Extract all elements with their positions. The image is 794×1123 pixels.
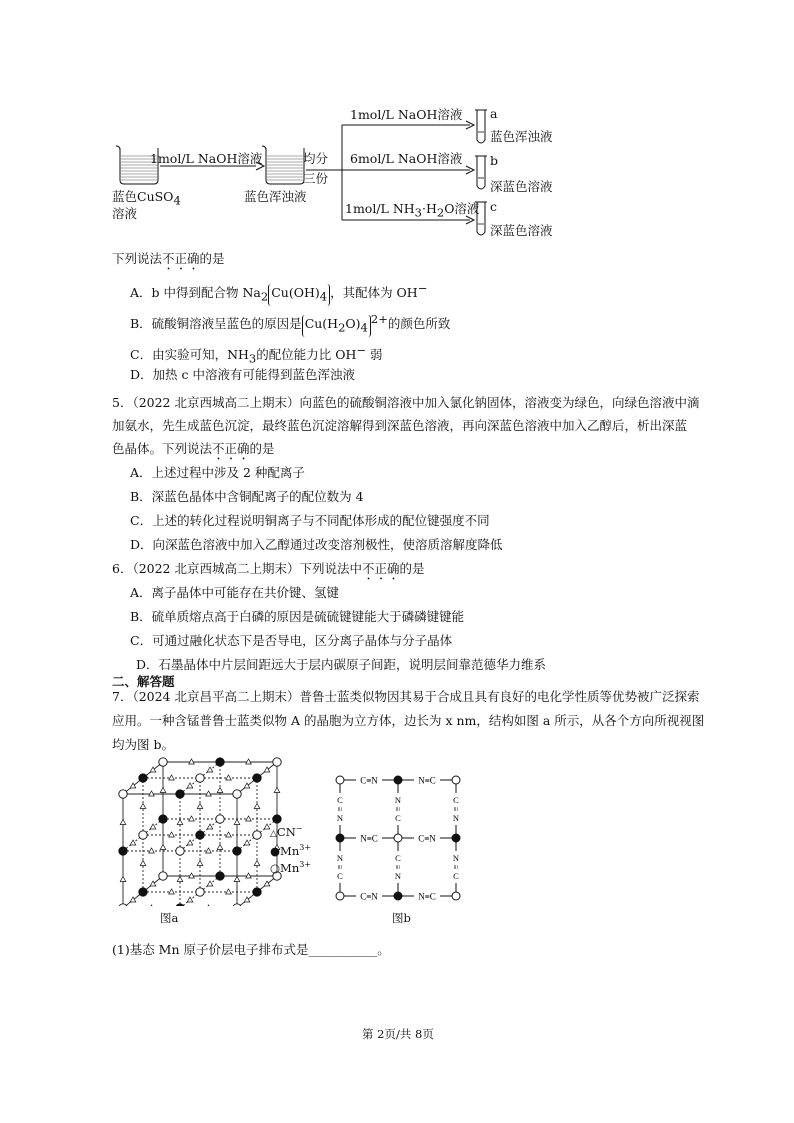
q4-stem: 下列说法不正确的是 <box>112 251 225 266</box>
cyanide-bond-label: N≡C <box>418 891 436 902</box>
cn-triangle <box>197 804 203 809</box>
mn-filled-atom <box>253 774 261 782</box>
cn-triangle <box>130 840 136 845</box>
tube-c-letter: c <box>490 199 498 214</box>
cn-triangle <box>149 791 155 796</box>
q5-option-a: A．上述过程中涉及 2 种配离子 <box>130 465 305 480</box>
cyanide-bond-label: C <box>453 795 459 805</box>
q5-option-b: B．深蓝色晶体中含铜配离子的配位数为 4 <box>130 489 364 504</box>
cn-triangle <box>264 767 270 772</box>
tube-a-letter: a <box>490 106 498 121</box>
mid-label: 蓝色浑浊液 <box>244 189 307 204</box>
cn-triangle <box>160 788 166 793</box>
tube-a-result: 蓝色浑浊液 <box>490 129 553 144</box>
cyanide-bond-label: C <box>395 813 401 823</box>
mn-filled-atom <box>452 834 460 842</box>
cyanide-bond-label: ≡ <box>393 806 403 812</box>
mn-open-atom <box>176 847 184 855</box>
cn-triangle <box>160 845 166 850</box>
split-label: 均分 <box>303 151 329 166</box>
cyanide-bond-label: ≡ <box>393 864 403 870</box>
cyanide-bond-label: C <box>337 795 343 805</box>
cn-triangle <box>254 804 260 809</box>
cn-triangle <box>120 877 126 882</box>
mn-open-atom <box>159 758 167 766</box>
beaker-icon <box>262 146 304 184</box>
cn-triangle <box>149 905 155 906</box>
q4-option-b: B．硫酸铜溶液呈蓝色的原因是 $Cu(H_2O)_4^{2+}$的颜色所致 <box>130 312 451 335</box>
cn-triangle <box>207 824 213 829</box>
cyanide-bond-label: C <box>337 871 343 881</box>
cn-triangle <box>217 788 223 793</box>
mn-filled-atom <box>216 872 224 880</box>
cn-triangle <box>226 889 232 894</box>
q5-option-c: C．上述的转化过程说明铜离子与不同配体形成的配位键强度不同 <box>130 513 490 528</box>
cn-triangle <box>246 873 252 878</box>
cn-triangle <box>234 877 240 882</box>
q5-line1: 5．（2022 北京西城高二上期末）向蓝色的硫酸铜溶液中加入氯化钠固体，溶液变为绿色，向绿色溶液中滴 <box>112 395 700 410</box>
cn-triangle <box>206 905 212 906</box>
mn-open-atom <box>394 834 402 842</box>
cyanide-bond-label: ≡ <box>335 864 345 870</box>
mn-filled-atom <box>233 847 241 855</box>
cyanide-bond-label: N≡C <box>360 833 378 844</box>
q7-sub1: (1)基态 Mn 原子价层电子排布式是___________。 <box>112 942 390 957</box>
section-title: 二、解答题 <box>112 674 175 689</box>
cyanide-bond-label: C≡N <box>418 833 436 844</box>
figure-a-caption: 图a <box>160 911 179 925</box>
mn-open-atom <box>452 892 460 900</box>
cn-triangle <box>169 889 175 894</box>
cyanide-bond-label: C≡N <box>360 775 378 786</box>
cn-triangle <box>206 848 212 853</box>
legend-mn-open: $○Mn^{3+}$ <box>270 859 312 875</box>
mn-filled-atom <box>139 888 147 896</box>
triangle-icon: △ <box>270 828 277 839</box>
mn-open-atom <box>119 904 127 906</box>
cn-triangle <box>189 759 195 764</box>
mn-open-atom <box>233 904 241 906</box>
q6-stem: 6．（2022 北京西城高二上期末）下列说法中不正确的是 <box>112 561 425 576</box>
cn-triangle <box>244 840 250 845</box>
cn-triangle <box>130 897 136 902</box>
tube-b-letter: b <box>490 153 499 168</box>
cn-triangle <box>206 791 212 796</box>
mn-filled-atom <box>176 904 184 906</box>
mn-open-atom <box>452 776 460 784</box>
legend-cn: △CN− <box>270 824 303 839</box>
cyanide-bond-label: C≡N <box>360 891 378 902</box>
cn-triangle <box>246 759 252 764</box>
cn-triangle <box>169 832 175 837</box>
cn-triangle <box>149 848 155 853</box>
cyanide-bond-label: N <box>394 795 402 805</box>
cn-triangle <box>169 775 175 780</box>
cyanide-bond-label: C <box>395 853 401 863</box>
cyanide-bond-label: ≡ <box>451 806 461 812</box>
q7-line2: 应用。一种含锰普鲁士蓝类似物 A 的晶胞为立方体，边长为 x nm，结构如图 a 所示，从各个方向所视视图 <box>112 713 705 728</box>
cyanide-bond-label: ≡ <box>335 806 345 812</box>
cn-triangle <box>150 767 156 772</box>
branch-a-reagent: 1mol/L NaOH溶液 <box>350 107 463 122</box>
cn-triangle <box>274 788 280 793</box>
cn-triangle <box>244 897 250 902</box>
cn-triangle <box>150 881 156 886</box>
start-label: 蓝色CuSO$_4$ <box>112 189 181 208</box>
q6-option-d: D．石墨晶体中片层间距远大于层内碳原子间距，说明层间靠范德华力维系 <box>136 657 547 672</box>
q4-option-a: A．b 中得到配合物 $Na_2$ $Cu(OH)_4$ ，其配体为 OH− <box>130 281 428 304</box>
q7-line1: 7．（2024 北京昌平高二上期末）普鲁士蓝类似物因其易于合成且具有良好的电化学性质等优势被广泛探索 <box>112 689 700 704</box>
cn-triangle <box>254 861 260 866</box>
cn-triangle <box>207 767 213 772</box>
mn-open-atom <box>336 892 344 900</box>
q5-line2: 加氨水，先生成蓝色沉淀，最终蓝色沉淀溶解得到深蓝色溶液，再向深蓝色溶液中加入乙醇后，析出深蓝 <box>112 418 688 433</box>
cn-triangle <box>189 816 195 821</box>
mn-filled-atom <box>253 888 261 896</box>
legend-mn-filled: $●Mn^{3+}$ <box>270 842 312 858</box>
cn-triangle <box>187 840 193 845</box>
mn-open-atom <box>139 831 147 839</box>
page-footer: 第 2页/共 8页 <box>362 1027 434 1041</box>
cyanide-bond-label: N <box>336 853 344 863</box>
mn-filled-atom <box>139 774 147 782</box>
filled-circle-icon: ● <box>270 843 281 858</box>
split-label-2: 三份 <box>303 171 329 186</box>
mn-open-atom <box>216 815 224 823</box>
q7-line3: 均为图 b。 <box>112 737 174 752</box>
cn-triangle <box>234 820 240 825</box>
cn-triangle <box>187 897 193 902</box>
cyanide-bond-label: C <box>453 871 459 881</box>
figure-b-caption: 图b <box>392 911 411 925</box>
q4-option-c: C．由实验可知，$NH_3$的配位能力比 OH− 弱 <box>130 343 383 366</box>
mn-filled-atom <box>216 758 224 766</box>
cn-triangle <box>187 783 193 788</box>
cn-triangle <box>217 845 223 850</box>
cn-triangle <box>244 783 250 788</box>
mn-filled-atom <box>119 847 127 855</box>
mn-open-atom <box>253 831 261 839</box>
mn-filled-atom <box>196 831 204 839</box>
q5-line3: 色晶体。下列说法不正确的是 <box>112 441 275 456</box>
cn-triangle <box>197 861 203 866</box>
mn-filled-atom <box>394 892 402 900</box>
tube-c-result: 深蓝色溶液 <box>490 223 553 238</box>
test-tube-icon <box>475 110 487 143</box>
tube-b-result: 深蓝色溶液 <box>490 179 553 194</box>
q6-option-a: A．离子晶体中可能存在共价键、氢键 <box>130 585 340 600</box>
mn-open-atom <box>196 774 204 782</box>
mn-open-atom <box>159 872 167 880</box>
cn-triangle <box>120 820 126 825</box>
mn-filled-atom <box>159 815 167 823</box>
cn-triangle <box>226 832 232 837</box>
cyanide-bond-label: N <box>394 871 402 881</box>
cn-triangle <box>177 820 183 825</box>
start-label-2: 溶液 <box>112 206 138 221</box>
cyanide-bond-label: ≡ <box>451 864 461 870</box>
q4-option-d: D．加热 c 中溶液有可能得到蓝色浑浊液 <box>130 367 355 382</box>
cyanide-bond-label: N≡C <box>418 775 436 786</box>
cn-triangle <box>264 881 270 886</box>
cn-triangle <box>150 824 156 829</box>
q6-option-b: B．硫单质熔点高于白磷的原因是硫硫键键能大于磷磷键键能 <box>130 609 465 624</box>
q6-option-c: C．可通过融化状态下是否导电，区分离子晶体与分子晶体 <box>130 633 453 648</box>
open-circle-icon: ○ <box>270 860 281 875</box>
mn-open-atom <box>119 790 127 798</box>
branch-b-reagent: 6mol/L NaOH溶液 <box>350 151 463 166</box>
cn-triangle <box>140 804 146 809</box>
q5-option-d: D．向深蓝色溶液中加入乙醇通过改变溶剂极性，使溶质溶解度降低 <box>130 537 503 552</box>
mn-open-atom <box>336 776 344 784</box>
arrow1-label: 1mol/L NaOH溶液 <box>150 151 263 166</box>
mn-filled-atom <box>336 834 344 842</box>
cyanide-bond-label: N <box>336 813 344 823</box>
mn-open-atom <box>233 790 241 798</box>
mn-filled-atom <box>394 776 402 784</box>
cyanide-bond-label: N <box>452 853 460 863</box>
cn-triangle <box>130 783 136 788</box>
branch-c-reagent: 1mol/L $NH_3\cdot H_2O$溶液 <box>345 201 480 220</box>
cn-triangle <box>264 824 270 829</box>
cn-triangle <box>177 877 183 882</box>
cn-triangle <box>246 816 252 821</box>
mn-open-atom <box>273 758 281 766</box>
test-tube-icon <box>475 156 487 189</box>
cn-triangle <box>226 775 232 780</box>
figure-b-grid <box>330 770 470 910</box>
mn-filled-atom <box>176 790 184 798</box>
cn-triangle <box>189 873 195 878</box>
legend <box>270 822 311 874</box>
cn-triangle <box>140 861 146 866</box>
cn-triangle <box>207 881 213 886</box>
mn-open-atom <box>196 888 204 896</box>
cyanide-bond-label: N <box>452 813 460 823</box>
